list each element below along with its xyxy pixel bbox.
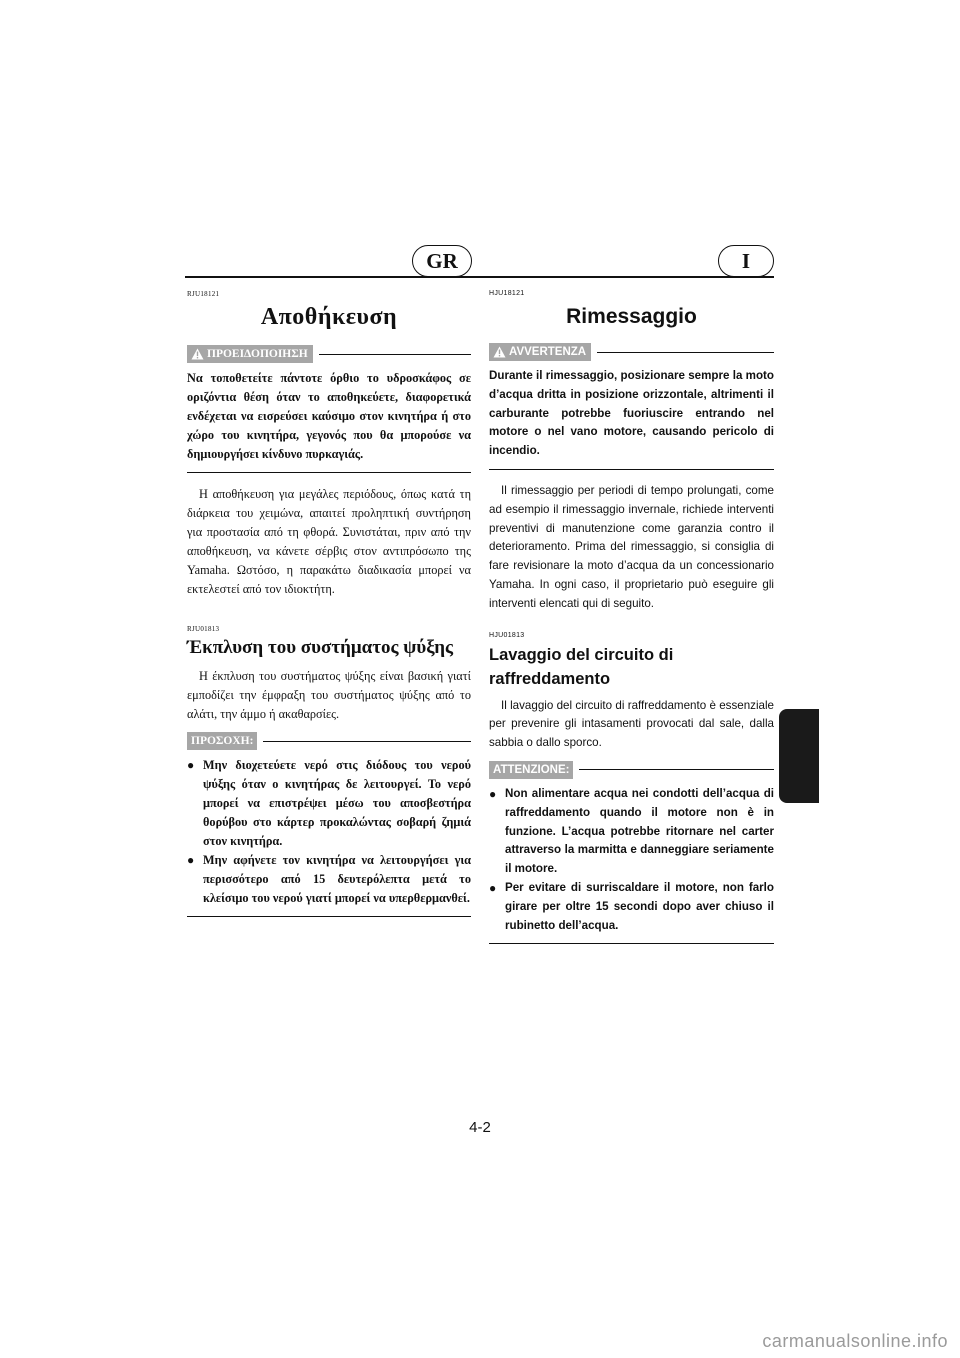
- page-number: 4-2: [469, 1119, 491, 1136]
- list-item: ● Non alimentare acqua nei condotti dell’acqua di raffreddamento quando il motore non è in funzione. L’acqua potrebbe ritornare nel carter attraverso la marmitta e danneggiare seriamente il motore.: [489, 786, 774, 876]
- caution-label: ΠΡΟΣΟΧΗ:: [187, 732, 257, 750]
- subsection-title: Έκπλυση του συστήματος ψύξης: [187, 637, 454, 658]
- language-badge-it: I: [718, 245, 774, 277]
- section-title: Rimessaggio: [566, 305, 697, 328]
- bullet-icon: ●: [489, 786, 497, 801]
- list-item: ● Per evitare di surriscaldare il motore, non farlo girare per oltre 15 secondi dopo aver chiuso il rubinetto dell’acqua.: [489, 880, 774, 932]
- header-rule: [185, 276, 774, 278]
- warning-rule: [597, 352, 774, 353]
- warning-label-text: AVVERTENZA: [509, 346, 587, 358]
- warning-end-rule: [489, 469, 774, 470]
- warning-label-text: ΠΡΟΕΙΔΟΠΟΙΗΣΗ: [207, 348, 308, 360]
- caution-list: [187, 756, 471, 908]
- caution-header: [187, 732, 471, 750]
- caution-end-rule: [489, 943, 774, 944]
- warning-label: [187, 345, 313, 363]
- caution-list: [489, 785, 774, 935]
- warning-label: [489, 343, 591, 361]
- warning-triangle-icon: [493, 346, 506, 358]
- warning-end-rule: [187, 472, 471, 473]
- subsection-title: Lavaggio del circuito di raffreddamento: [489, 645, 674, 688]
- chapter-tab: [779, 709, 819, 803]
- section-title: Αποθήκευση: [260, 304, 398, 330]
- warning-header: [489, 343, 774, 361]
- subsection-code: RJU01813: [187, 625, 220, 633]
- bullet-icon: ●: [187, 853, 195, 867]
- section-code: HJU18121: [489, 290, 525, 297]
- italian-column: [489, 288, 774, 956]
- language-badge-gr: GR: [412, 245, 472, 277]
- list-item: ● Μην αφήνετε τον κινητήρα να λειτουργήσει για περισσότερο από 15 δευτερόλεπτα μετά το κλείσιμο του νερού γιατί μπορεί να υπερθερμανθεί.: [187, 853, 471, 905]
- subsection-body: Η έκπλυση του συστήματος ψύξης είναι βασική γιατί εμποδίζει την έμφραξη του συστήματος ψύξης από το αλάτι, την άμμο ή ακαθαρσίες.: [187, 669, 471, 721]
- caution-label: ATTENZIONE:: [489, 761, 573, 779]
- body-paragraph: Η αποθήκευση για μεγάλες περιόδους, όπως κατά τη διάρκεια του χειμώνα, απαιτεί προληπτική συντήρηση για προστασία από τη φθορά. Συνιστάται, πριν από την αποθήκευση, να κάνετε σέρβις στον αντιπρόσωπο της Yamaha. Ωστόσο, η παρακάτω διαδικασία μπορεί να εκτελεστεί από τον ιδιοκτήτη.: [187, 487, 471, 596]
- warning-text: Durante il rimessaggio, posizionare sempre la moto d’acqua dritta in posizione orizzontale, altrimenti il carburante potrebbe fuoriuscire entrando nel motore o nel vano motore, causando pericolo di incendio.: [489, 369, 774, 458]
- caution-end-rule: [187, 916, 471, 917]
- watermark: carmanualsonline.info: [762, 1331, 948, 1351]
- caution-rule: [263, 741, 471, 742]
- section-code: RJU18121: [187, 290, 220, 298]
- warning-header: [187, 345, 471, 363]
- warning-text: Να τοποθετείτε πάντοτε όρθιο το υδροσκάφος σε οριζόντια θέση όταν το αποθηκεύετε, διαφορετικά ενδέχεται να εισρεύσει καύσιμο στον κινητήρα ή στο χώρο του κινητήρα, γεγονός που θα μπορούσε να δημιουργήσει κίνδυνο πυρκαγιάς.: [187, 371, 471, 461]
- subsection-body: Il lavaggio del circuito di raffreddamento è essenziale per prevenire gli intasamenti provocati dal sale, dalla sabbia o dallo sporco.: [489, 698, 774, 750]
- caution-rule: [579, 769, 774, 770]
- subsection-code: HJU01813: [489, 631, 525, 639]
- list-item: ● Μην διοχετεύετε νερό στις διόδους του νερού ψύξης όταν ο κινητήρας δε λειτουργεί. Το νερό μπορεί να επιστρέψει μέσω του αποσβεστήρα θορύβου στο κάρτερ προκαλώντας σοβαρή ζημιά στον κινητήρα.: [187, 758, 471, 848]
- bullet-icon: ●: [489, 880, 497, 895]
- warning-triangle-icon: [191, 348, 204, 360]
- bullet-icon: ●: [187, 758, 195, 772]
- warning-rule: [319, 354, 471, 355]
- greek-column: [187, 288, 471, 929]
- caution-header: [489, 761, 774, 779]
- body-paragraph: Il rimessaggio per periodi di tempo prolungati, come ad esempio il rimessaggio invernale, richiede interventi preventivi di manutenzione come garanzia contro il deterioramento. Prima del rimessaggio, si consiglia di fare revisionare la moto d’acqua da un concessionario Yamaha. In ogni caso, il proprietario può eseguire gli interventi elencati qui di seguito.: [489, 483, 774, 610]
